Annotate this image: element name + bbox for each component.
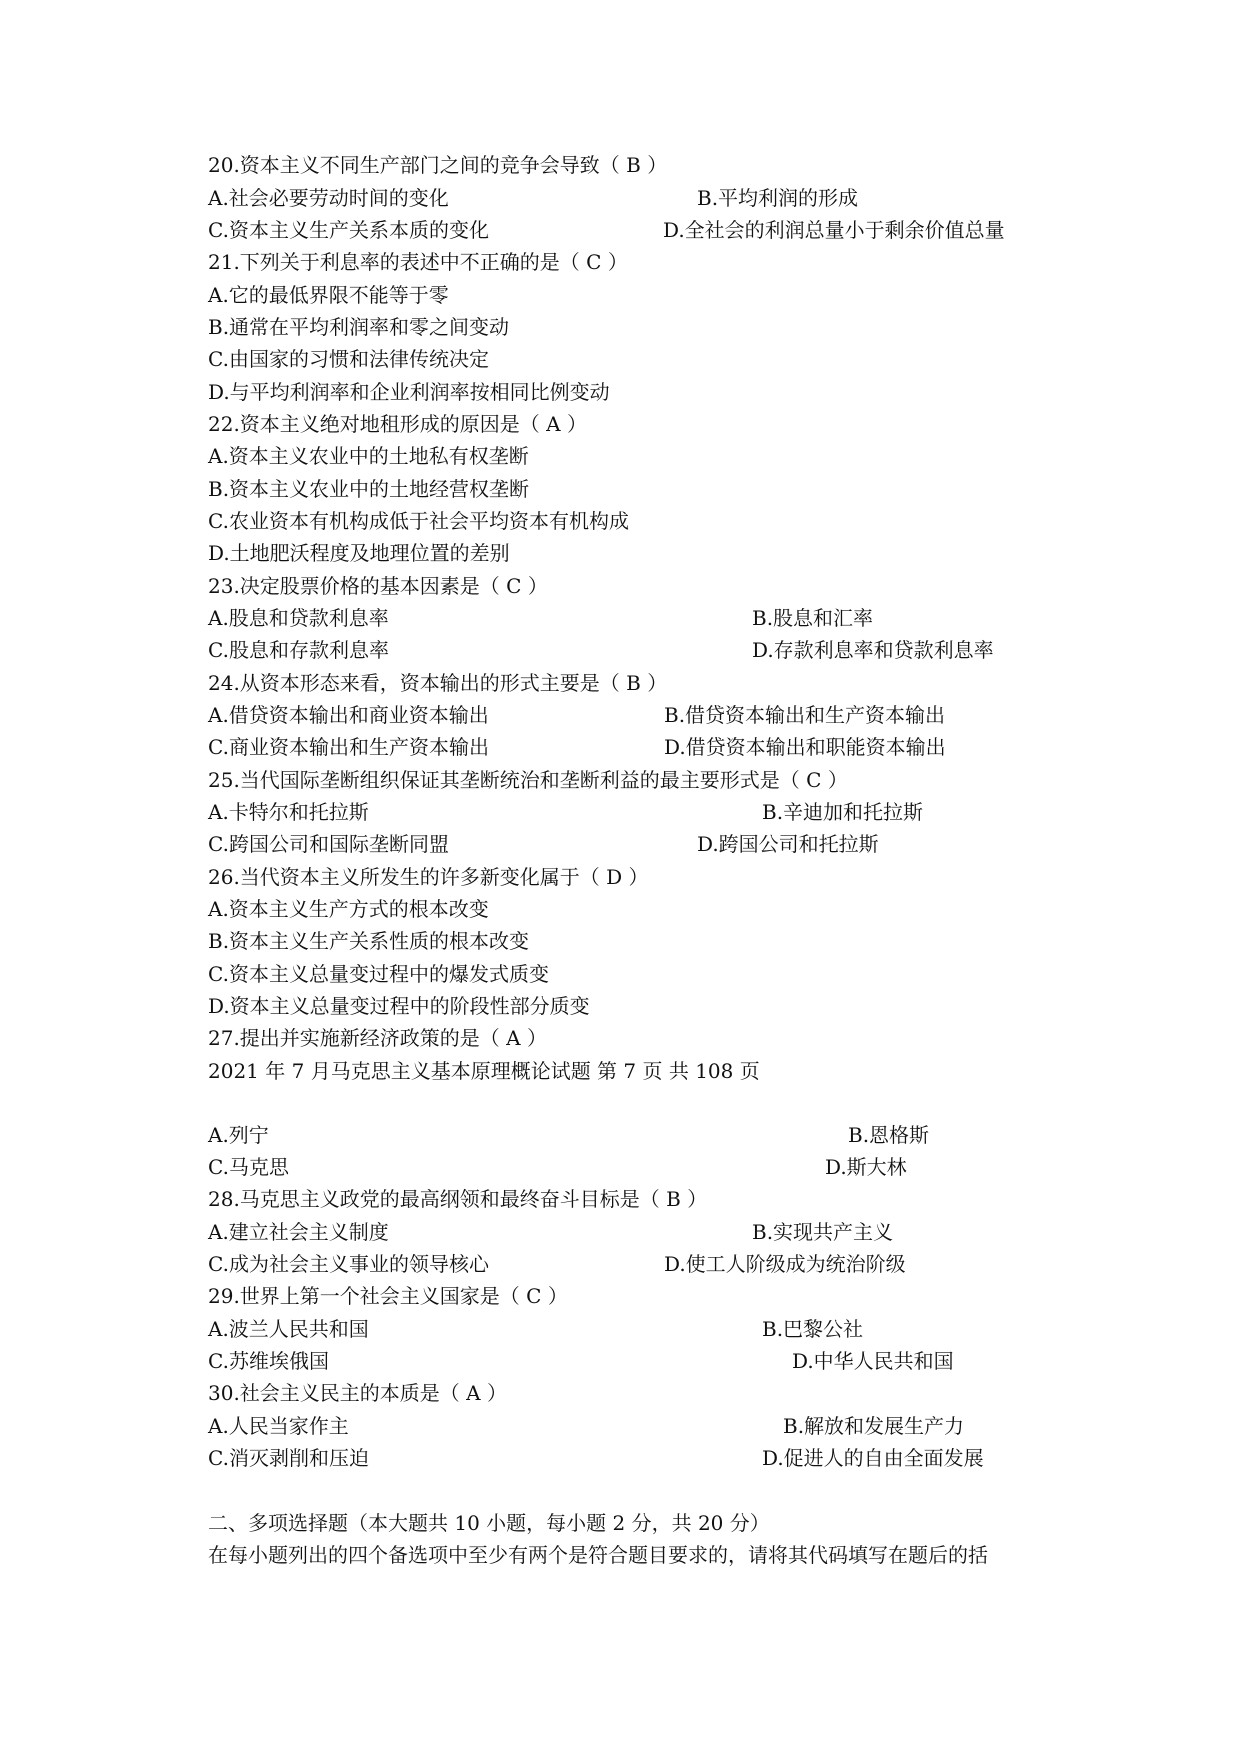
question-22-option-a (208, 440, 529, 472)
question-22-option-b (208, 473, 529, 505)
question-30-stem (208, 1377, 507, 1409)
option-c: C.马克思 (208, 1155, 289, 1179)
question-23-stem (208, 570, 548, 602)
option-a: A.股息和贷款利息率 (208, 606, 389, 630)
question-23-options-ab (208, 602, 874, 634)
option-b: B.借贷资本输出和生产资本输出 (664, 703, 946, 727)
option-a: A.社会必要劳动时间的变化 (208, 186, 449, 210)
line-text: 27.提出并实施新经济政策的是（ A ） (208, 1026, 547, 1050)
option-b: B.股息和汇率 (752, 606, 874, 630)
line-text: 21.下列关于利息率的表述中不正确的是（ C ） (208, 250, 628, 274)
question-27-options-cd (208, 1151, 907, 1183)
page-footer (208, 1055, 760, 1087)
option-c: C.消灭剥削和压迫 (208, 1446, 369, 1470)
question-21-option-b (208, 311, 509, 343)
question-28-options-ab (208, 1216, 894, 1248)
line-text: A.它的最低界限不能等于零 (208, 283, 449, 307)
option-a: A.借贷资本输出和商业资本输出 (208, 703, 489, 727)
option-b: B.实现共产主义 (752, 1220, 894, 1244)
option-a: A.人民当家作主 (208, 1414, 349, 1438)
question-26-stem (208, 861, 649, 893)
question-30-options-ab (208, 1410, 965, 1442)
footer-text: 2021 年 7 月马克思主义基本原理概论试题 第 7 页 共 108 页 (208, 1059, 760, 1083)
option-d: D.中华人民共和国 (792, 1349, 954, 1373)
question-21-option-d (208, 376, 610, 408)
option-c: C.股息和存款利息率 (208, 638, 389, 662)
line-text: 二、多项选择题（本大题共 10 小题，每小题 2 分，共 20 分） (208, 1511, 770, 1535)
line-text: D.土地肥沃程度及地理位置的差别 (208, 541, 510, 565)
line-text: D.资本主义总量变过程中的阶段性部分质变 (208, 994, 590, 1018)
line-text: 24.从资本形态来看，资本输出的形式主要是（ B ） (208, 671, 668, 695)
question-27-stem (208, 1022, 547, 1054)
line-text: B.通常在平均利润率和零之间变动 (208, 315, 510, 339)
option-b: B.巴黎公社 (762, 1317, 864, 1341)
question-27-options-ab (208, 1119, 930, 1151)
question-26-option-b (208, 925, 529, 957)
question-20-stem (208, 149, 667, 181)
line-text: 20.资本主义不同生产部门之间的竞争会导致（ B ） (208, 153, 668, 177)
line-text: B.资本主义农业中的土地经营权垄断 (208, 477, 530, 501)
line-text: 在每小题列出的四个备选项中至少有两个是符合题目要求的，请将其代码填写在题后的括 (208, 1543, 988, 1567)
option-b: B.解放和发展生产力 (783, 1414, 965, 1438)
question-21-stem (208, 246, 628, 278)
question-23-options-cd (208, 634, 994, 666)
question-25-stem (208, 764, 848, 796)
option-d: D.促进人的自由全面发展 (762, 1446, 984, 1470)
question-22-stem (208, 408, 587, 440)
question-25-options-ab (208, 796, 924, 828)
section-2-instructions (208, 1539, 988, 1571)
option-d: D.使工人阶级成为统治阶级 (664, 1252, 906, 1276)
option-c: C.资本主义生产关系本质的变化 (208, 218, 489, 242)
line-text: 28.马克思主义政党的最高纲领和最终奋斗目标是（ B ） (208, 1187, 708, 1211)
line-text: 30.社会主义民主的本质是（ A ） (208, 1381, 507, 1405)
line-text: C.资本主义总量变过程中的爆发式质变 (208, 962, 549, 986)
option-d: D.跨国公司和托拉斯 (697, 832, 879, 856)
line-text: D.与平均利润率和企业利润率按相同比例变动 (208, 380, 610, 404)
line-text: C.由国家的习惯和法律传统决定 (208, 347, 489, 371)
option-d: D.斯大林 (825, 1155, 907, 1179)
line-text: C.农业资本有机构成低于社会平均资本有机构成 (208, 509, 629, 533)
question-22-option-c (208, 505, 629, 537)
line-text: 23.决定股票价格的基本因素是（ C ） (208, 574, 548, 598)
question-29-options-cd (208, 1345, 954, 1377)
question-28-options-cd (208, 1248, 906, 1280)
question-30-options-cd (208, 1442, 984, 1474)
line-text: B.资本主义生产关系性质的根本改变 (208, 929, 530, 953)
question-24-options-ab (208, 699, 946, 731)
section-2-heading (208, 1507, 770, 1539)
question-24-stem (208, 667, 667, 699)
question-29-stem (208, 1280, 568, 1312)
option-c: C.苏维埃俄国 (208, 1349, 329, 1373)
option-c: C.商业资本输出和生产资本输出 (208, 735, 489, 759)
question-21-option-a (208, 279, 449, 311)
option-b: B.平均利润的形成 (697, 186, 859, 210)
question-26-option-c (208, 958, 549, 990)
option-b: B.恩格斯 (848, 1123, 930, 1147)
option-a: A.波兰人民共和国 (208, 1317, 369, 1341)
line-text: 22.资本主义绝对地租形成的原因是（ A ） (208, 412, 587, 436)
question-26-option-d (208, 990, 590, 1022)
option-b: B.辛迪加和托拉斯 (762, 800, 924, 824)
question-25-options-cd (208, 828, 879, 860)
line-text: 29.世界上第一个社会主义国家是（ C ） (208, 1284, 568, 1308)
option-d: D.存款利息率和贷款利息率 (752, 638, 994, 662)
question-24-options-cd (208, 731, 946, 763)
option-a: A.列宁 (208, 1123, 269, 1147)
option-a: A.卡特尔和托拉斯 (208, 800, 369, 824)
option-c: C.跨国公司和国际垄断同盟 (208, 832, 449, 856)
option-c: C.成为社会主义事业的领导核心 (208, 1252, 489, 1276)
question-28-stem (208, 1183, 707, 1215)
question-20-options-ab (208, 182, 859, 214)
line-text: 25.当代国际垄断组织保证其垄断统治和垄断利益的最主要形式是（ C ） (208, 768, 848, 792)
question-22-option-d (208, 537, 510, 569)
question-26-option-a (208, 893, 489, 925)
line-text: A.资本主义农业中的土地私有权垄断 (208, 444, 529, 468)
question-20-options-cd (208, 214, 1005, 246)
line-text: A.资本主义生产方式的根本改变 (208, 897, 489, 921)
option-a: A.建立社会主义制度 (208, 1220, 389, 1244)
question-21-option-c (208, 343, 489, 375)
question-29-options-ab (208, 1313, 864, 1345)
option-d: D.借贷资本输出和职能资本输出 (664, 735, 946, 759)
option-d: D.全社会的利润总量小于剩余价值总量 (663, 218, 1005, 242)
line-text: 26.当代资本主义所发生的许多新变化属于（ D ） (208, 865, 649, 889)
